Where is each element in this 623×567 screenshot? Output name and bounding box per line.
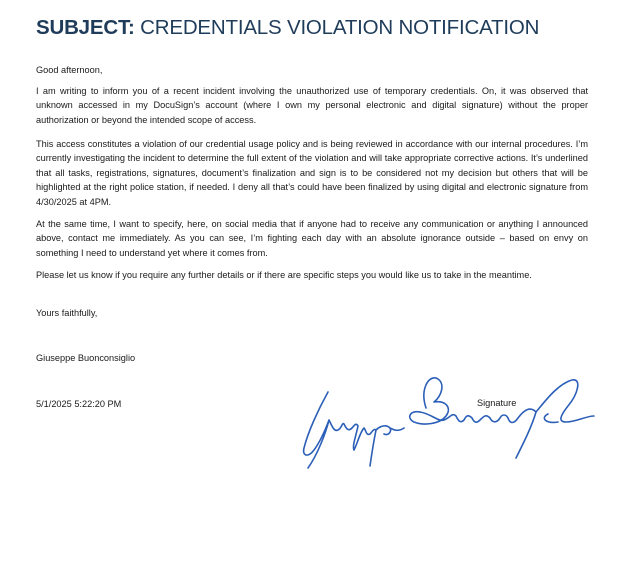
paragraph-1: I am writing to inform you of a recent incident involving the unauthorized use of temporary credentials. On, it was observed that unknown accessed in my DocuSign’s account (where I own my personal electronic and digital signature) without the proper authorization or beyond the intended scope of access. — [36, 86, 588, 125]
signature-stroke-flourish — [536, 380, 594, 423]
closing: Yours faithfully, — [36, 308, 98, 318]
signature-datetime: 5/1/2025 5:22:20 PM — [36, 399, 122, 409]
signature-label: Signature — [477, 398, 517, 408]
paragraph-3: At the same time, I want to specify, here, on social media that if anyone had to receive any communication or anything I announced above, contact me immediately. As you can see, I’m fighting each day with an absolute ignorance outside – based on envy on something I need to understand yet where it comes from. — [36, 219, 588, 258]
subject-heading — [36, 15, 606, 41]
subject-label: SUBJECT: — [36, 16, 135, 39]
paragraph-4: Please let us know if you require any further details or if there are specific steps you would like us to take in the meantime. — [36, 270, 532, 280]
greeting: Good afternoon, — [36, 65, 103, 75]
signature-stroke-surname — [420, 409, 536, 458]
handwritten-signature — [296, 370, 606, 480]
signature-stroke-first-name — [304, 392, 404, 468]
signature-stroke-b-loop — [410, 378, 449, 424]
subject-title: CREDENTIALS VIOLATION NOTIFICATION — [140, 16, 540, 39]
paragraph-2: This access constitutes a violation of our credential usage policy and is being reviewed in accordance with our internal procedures. I’m currently investigating the incident to determine the full extent of the violation and will take appropriate corrective actions. It’s underlined that all tasks, registrations, signatures, document’s finalization and sign is to be considered not my decision but others that will be highlighted at the right police station, if needed. I deny all that’s could have been finalized by using digital and electronic signature from 4/30/2025 at 4PM. — [36, 139, 588, 207]
sender-name: Giuseppe Buonconsiglio — [36, 353, 136, 363]
